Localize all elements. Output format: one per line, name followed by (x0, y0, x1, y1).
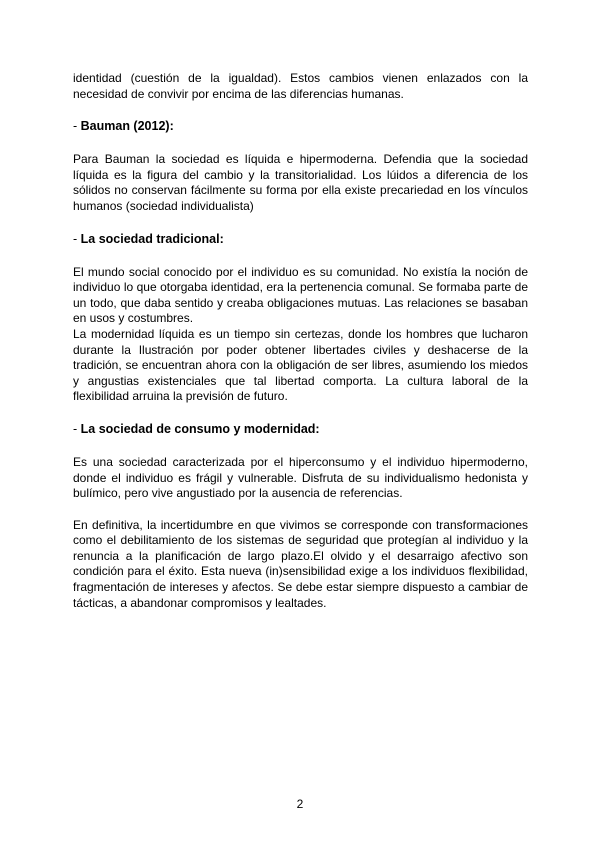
spacer (73, 215, 528, 231)
paragraph-bauman: Para Bauman la sociedad es líquida e hipermoderna. Defendia que la sociedad líquida es la figura del cambio y la transitorialidad. Los lúidos a diferencia de los sólidos no conservan fácilmente su forma por ella existe precariedad en los vínculos humanos (sociedad individualista) (73, 152, 528, 213)
section-heading-sociedad-consumo (73, 421, 528, 437)
heading-dash: - (73, 231, 81, 246)
spacer (73, 437, 528, 455)
spacer (73, 502, 528, 518)
heading-text: La sociedad de consumo y modernidad: (80, 421, 320, 436)
page-number: 2 (296, 797, 304, 811)
page-content (73, 71, 528, 611)
heading-dash: - (73, 421, 81, 436)
paragraph-mundo-social: El mundo social conocido por el individuo es su comunidad. No existía la noción de individuo lo que otorgaba identidad, era la pertenencia comunal. Se formaba parte de un todo, que daba sentido y creaba obligaciones mutuas. Las relaciones se basaban en usos y costumbres. (73, 264, 528, 326)
heading-dash: - (73, 119, 81, 134)
spacer (73, 102, 528, 118)
heading-text: Bauman (2012): (80, 119, 174, 134)
section-heading-sociedad-tradicional (73, 231, 528, 247)
spacer (73, 405, 528, 421)
paragraph-hiperconsumo: Es una sociedad caracterizada por el hiperconsumo y el individuo hipermoderno, donde el individuo es frágil y vulnerable. Disfruta de su individualismo hedonista y bulímico, pero vive angustiado por la ausencia de referencias. (73, 454, 528, 501)
paragraph-intro-continuation: identidad (cuestión de la igualdad). Estos cambios vienen enlazados con la necesidad de convivir por encima de las diferencias humanas. (73, 71, 528, 101)
paragraph-modernidad-liquida: La modernidad líquida es un tiempo sin certezas, donde los hombres que lucharon durante la Ilustración por poder obtener libertades civiles y deshacerse de la tradición, se encuentran ahora con la obligación de ser libres, asumiendo los miedos y angustias existenciales que tal libertad comporta. La cultura laboral de la flexibilidad arruina la previsión de futuro. (73, 326, 528, 404)
paragraph-conclusion: En definitiva, la incertidumbre en que vivimos se corresponde con transformaciones como el debilitamiento de los sistemas de seguridad que protegían al individuo y la renuncia a la planificación de largo plazo.El olvido y el desarraigo afectivo son condición para el éxito. Esta nueva (in)sensibilidad exige a los individuos flexibilidad, fragmentación de intereses y afectos. Se debe estar siempre dispuesto a cambiar de tácticas, a abandonar compromisos y lealtades. (73, 517, 528, 610)
spacer (73, 247, 528, 265)
heading-text: La sociedad tradicional: (80, 231, 224, 246)
spacer (73, 134, 528, 152)
section-heading-bauman (73, 118, 528, 134)
